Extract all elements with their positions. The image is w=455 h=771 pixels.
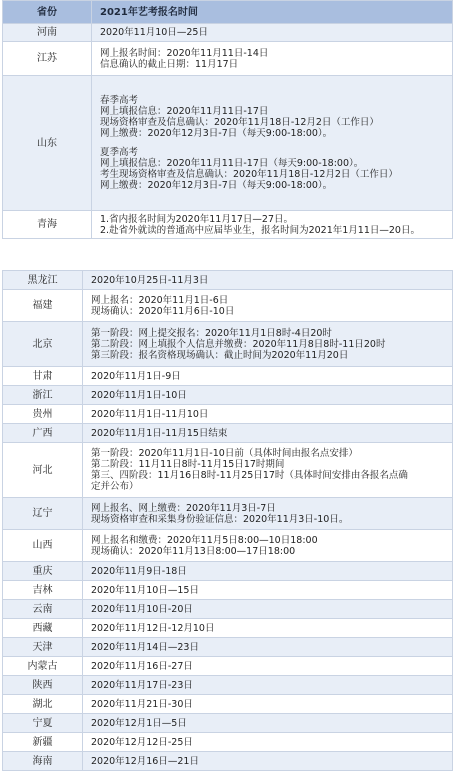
table-row <box>3 676 453 695</box>
time-line: 2.赴省外就读的普通高中应届毕业生，报名时间为2021年1月11日—20日。 <box>100 224 420 236</box>
table-row <box>3 367 453 386</box>
table-row <box>3 42 453 76</box>
time-line: 夏季高考 <box>100 147 139 158</box>
province-cell: 河南 <box>3 24 92 42</box>
province-cell: 青海 <box>3 211 92 239</box>
registration-time-cell <box>83 530 453 562</box>
registration-time-cell <box>83 733 453 752</box>
table-row <box>3 290 453 322</box>
time-line: 2020年11月16日-27日 <box>91 660 193 672</box>
time-line: 现场资格审查及信息确认：2020年11月18日-12月2日（工作日） <box>100 117 379 128</box>
table-row <box>3 619 453 638</box>
time-line: 2020年12月12日-25日 <box>91 736 193 748</box>
table-row <box>3 24 453 42</box>
table-row <box>3 638 453 657</box>
province-cell: 甘肃 <box>3 367 83 386</box>
time-line: 第一阶段：2020年11月1日-10日前（具体时间由报名点安排） <box>91 448 358 459</box>
header-province: 省份 <box>3 1 92 24</box>
table-row <box>3 581 453 600</box>
registration-time-cell <box>83 424 453 443</box>
province-cell: 新疆 <box>3 733 83 752</box>
table-row <box>3 322 453 367</box>
time-line: 第一阶段：网上提交报名：2020年11月1日8时-4日20时 <box>91 327 332 339</box>
time-line: 信息确认的截止日期：11月17日 <box>100 58 239 70</box>
registration-time-cell <box>92 24 453 42</box>
time-line: 2020年11月17日-23日 <box>91 679 193 691</box>
province-cell: 云南 <box>3 600 83 619</box>
registration-time-cell <box>83 695 453 714</box>
time-line: 网上填报信息：2020年11月11日-17日（每天9:00-18:00）。 <box>100 158 364 169</box>
time-line: 2020年11月10日—15日 <box>91 584 199 596</box>
table-row <box>3 424 453 443</box>
registration-time-cell <box>92 211 453 239</box>
time-line: 网上缴费：2020年12月3日-7日（每天9:00-18:00）。 <box>100 180 333 191</box>
registration-table-bottom <box>2 270 453 771</box>
time-line: 网上报名、网上缴费：2020年11月3日-7日 <box>91 502 276 514</box>
province-cell: 贵州 <box>3 405 83 424</box>
table-gap <box>0 239 455 270</box>
registration-time-cell <box>92 76 453 211</box>
registration-time-cell <box>83 752 453 771</box>
time-line: 网上报名和缴费：2020年11月5日8:00—10日18:00 <box>91 534 318 546</box>
table-row <box>3 600 453 619</box>
province-cell: 浙江 <box>3 386 83 405</box>
table-row <box>3 530 453 562</box>
province-cell: 江苏 <box>3 42 92 76</box>
table-row <box>3 405 453 424</box>
table-row <box>3 657 453 676</box>
province-cell: 山西 <box>3 530 83 562</box>
registration-time-cell <box>92 42 453 76</box>
province-cell: 重庆 <box>3 562 83 581</box>
header-registration-time: 2021年艺考报名时间 <box>92 1 453 24</box>
time-line: 考生现场资格审查及信息确认：2020年11月18日-12月2日（工作日） <box>100 169 398 180</box>
table-row <box>3 76 453 211</box>
province-cell: 山东 <box>3 76 92 211</box>
time-line: 2020年11月9日-18日 <box>91 565 187 577</box>
time-line: 第二阶段：11月11日8时-11月15日17时期间 <box>91 459 285 470</box>
table-row <box>3 443 453 498</box>
province-cell: 海南 <box>3 752 83 771</box>
time-line: 第三、四阶段：11月16日8时-11月25日17时（具体时间安排由各报名点确 <box>91 470 408 481</box>
registration-time-cell <box>83 443 453 498</box>
table-row <box>3 695 453 714</box>
time-line: 2020年12月16日—21日 <box>91 755 199 767</box>
province-cell: 内蒙古 <box>3 657 83 676</box>
table-row <box>3 733 453 752</box>
time-line: 网上缴费：2020年12月3日-7日（每天9:00-18:00）。 <box>100 128 333 139</box>
province-cell: 吉林 <box>3 581 83 600</box>
time-line: 2020年11月21日-30日 <box>91 698 193 710</box>
time-line: 2020年11月12日-12月10日 <box>91 622 215 634</box>
time-line: 现场确认：2020年11月6日-10日 <box>91 305 235 317</box>
time-line: 定并公布） <box>91 481 139 492</box>
registration-time-cell <box>83 562 453 581</box>
table-body-top <box>3 24 453 239</box>
registration-table-top <box>2 0 453 239</box>
table-header-row <box>3 1 453 24</box>
registration-time-cell <box>83 714 453 733</box>
province-cell: 河北 <box>3 443 83 498</box>
province-cell: 北京 <box>3 322 83 367</box>
time-line: 2020年12月1日—5日 <box>91 717 187 729</box>
province-cell: 宁夏 <box>3 714 83 733</box>
time-line: 第二阶段：网上填报个人信息并缴费：2020年11月8日8时-11日20时 <box>91 338 386 350</box>
time-line: 第三阶段：报名资格现场确认：截止时间为2020年11月20日 <box>91 349 349 361</box>
registration-time-cell <box>83 290 453 322</box>
registration-time-cell <box>83 581 453 600</box>
province-cell: 西藏 <box>3 619 83 638</box>
time-line: 2020年11月1日-10日 <box>91 389 187 401</box>
registration-time-cell <box>83 657 453 676</box>
province-cell: 湖北 <box>3 695 83 714</box>
table-row <box>3 386 453 405</box>
time-line: 2020年11月1日-11月15日结束 <box>91 427 228 439</box>
registration-time-cell <box>83 271 453 290</box>
time-line: 网上填报信息：2020年11月11日-17日 <box>100 106 269 117</box>
time-line: 1.省内报名时间为2020年11月17日—27日。 <box>100 213 294 225</box>
registration-time-cell <box>83 619 453 638</box>
time-line: 2020年11月14日—23日 <box>91 641 199 653</box>
time-line: 2020年11月1日-11月10日 <box>91 408 209 420</box>
registration-time-cell <box>83 322 453 367</box>
time-line: 2020年10月25日-11月3日 <box>91 274 209 286</box>
table-row <box>3 562 453 581</box>
time-line: 2020年11月1日-9日 <box>91 370 181 382</box>
province-cell: 福建 <box>3 290 83 322</box>
registration-time-cell <box>83 386 453 405</box>
line-spacer <box>100 139 448 147</box>
table-row <box>3 498 453 530</box>
time-line: 网上报名时间：2020年11月11日-14日 <box>100 47 269 59</box>
province-cell: 黑龙江 <box>3 271 83 290</box>
time-line: 2020年11月10日—25日 <box>100 27 208 38</box>
time-line: 网上报名：2020年11月1日-6日 <box>91 294 229 306</box>
registration-time-cell <box>83 600 453 619</box>
province-cell: 天津 <box>3 638 83 657</box>
time-line: 现场确认：2020年11月13日8:00—17日18:00 <box>91 545 296 557</box>
time-line: 现场资格审查和采集身份验证信息：2020年11月3日-10日。 <box>91 513 349 525</box>
registration-time-cell <box>83 405 453 424</box>
registration-time-cell <box>83 676 453 695</box>
table-row <box>3 211 453 239</box>
time-line: 春季高考 <box>100 95 139 106</box>
province-cell: 辽宁 <box>3 498 83 530</box>
registration-time-cell <box>83 638 453 657</box>
table-row <box>3 271 453 290</box>
table-row <box>3 714 453 733</box>
table-row <box>3 752 453 771</box>
province-cell: 广西 <box>3 424 83 443</box>
time-line: 2020年11月10日-20日 <box>91 603 193 615</box>
registration-time-cell <box>83 367 453 386</box>
table-body-bottom <box>3 271 453 771</box>
registration-time-cell <box>83 498 453 530</box>
province-cell: 陕西 <box>3 676 83 695</box>
